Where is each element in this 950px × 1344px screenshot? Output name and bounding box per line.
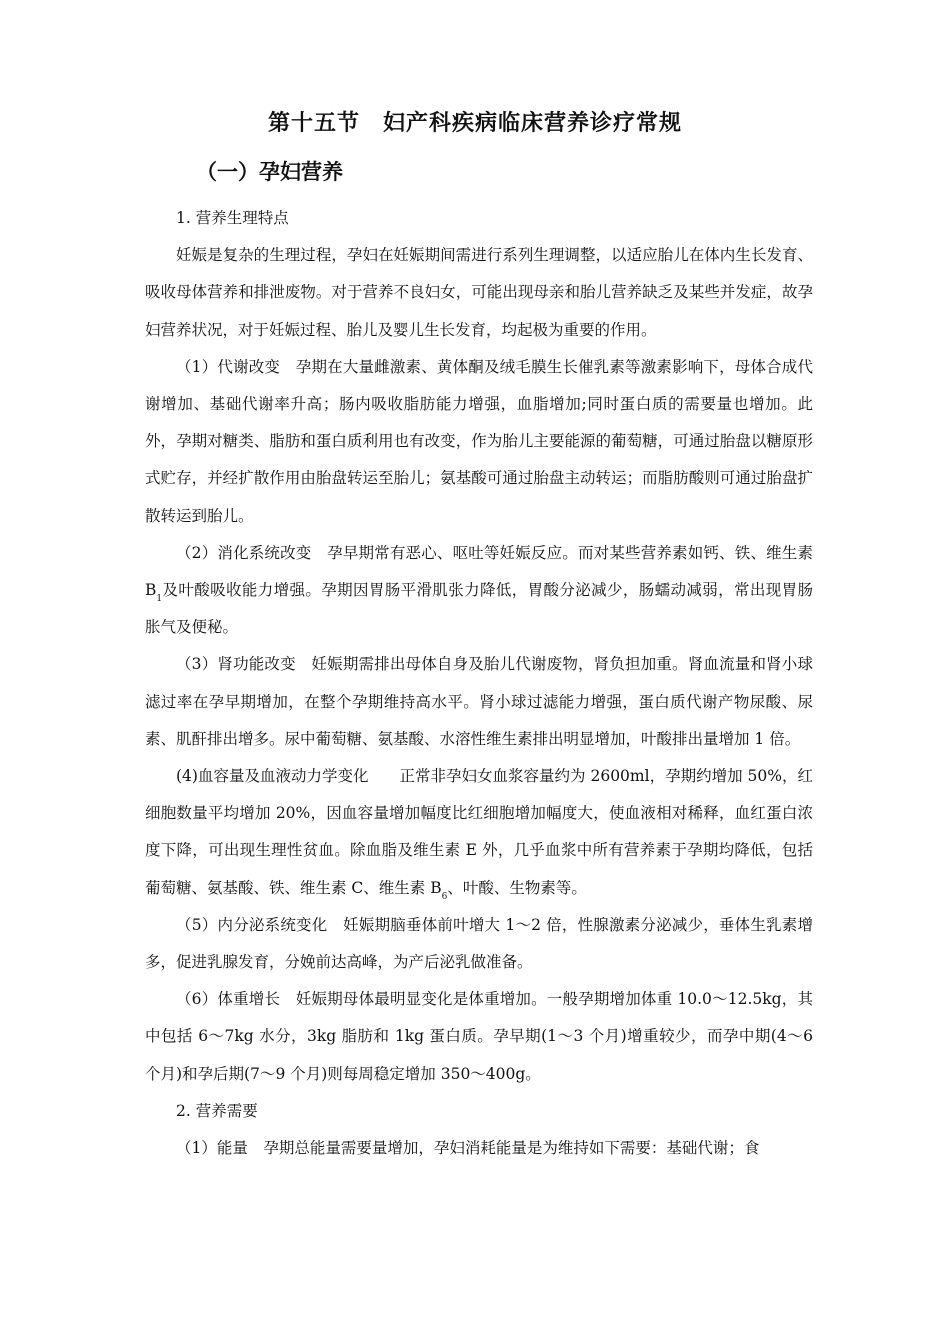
item-digestive xyxy=(145,535,813,647)
item-text-b: 、叶酸、生物素等。 xyxy=(447,878,587,897)
item-kidney xyxy=(145,646,813,758)
item-blood-volume xyxy=(145,758,813,907)
item-lead: （3）肾功能改变 xyxy=(176,655,312,674)
item-text: 孕期总能量需要量增加，孕妇消耗能量是为维持如下需要：基础代谢；食 xyxy=(263,1139,760,1158)
item-metabolism xyxy=(145,349,813,535)
item-endocrine xyxy=(145,907,813,981)
item-lead: (4)血容量及血液动力学变化 xyxy=(176,767,400,786)
document-body xyxy=(145,200,813,1167)
section-heading-2: 2. 营养需要 xyxy=(176,1101,258,1120)
item-lead: （6）体重增长 xyxy=(176,990,296,1009)
item-weight-gain xyxy=(145,981,813,1093)
item-lead: （1）能量 xyxy=(176,1139,264,1158)
page-title: 第十五节 妇产科疾病临床营养诊疗常规 xyxy=(267,111,682,136)
intro-paragraph: 妊娠是复杂的生理过程，孕妇在妊娠期间需进行系列生理调整，以适应胎儿在体内生长发育、吸收母体营养和排泄废物。对于营养不良妇女，可能出现母亲和胎儿营养缺乏及某些并发症，故孕妇营养状况，对于妊娠过程、胎儿及婴儿生长发育，均起极为重要的作用。 xyxy=(145,246,813,339)
item-text: 妊娠期需排出母体自身及胎儿代谢废物，肾负担加重。肾血流量和肾小球滤过率在孕早期增加，在整个孕期维持高水平。肾小球过滤能力增强，蛋白质代谢产物尿酸、尿素、肌酐排出增多。尿中葡萄糖、氨基酸、水溶性维生素排出明显增加，叶酸排出量增加 1 倍。 xyxy=(145,655,813,748)
section-heading-1: 1. 营养生理特点 xyxy=(176,209,289,227)
item-energy xyxy=(145,1130,813,1167)
section-subheading: （一）孕妇营养 xyxy=(196,160,343,184)
item-text-a: 孕早期常有恶心、呕吐等妊娠反应。而对某些营养素如钙、铁、维生素 B xyxy=(145,543,813,600)
subscript: 1 xyxy=(156,594,163,605)
item-lead: （1）代谢改变 xyxy=(176,357,296,376)
item-text-b: 及叶酸吸收能力增强。孕期因胃肠平滑肌张力降低，胃酸分泌减少，肠蠕动减弱，常出现胃肠胀气及便秘。 xyxy=(145,581,813,637)
item-text-a: 正常非孕妇女血浆容量约为 2600ml，孕期约增加 50%，红细胞数量平均增加 20%，因血容量增加幅度比红细胞增加幅度大，使血液相对稀释，血红蛋白浓度下降，可出现生理性贫血。除血脂及维生素 E 外，几乎血浆中所有营养素于孕期均降低，包括葡萄糖、氨基酸、铁、维生素 C、维生素 B xyxy=(145,767,813,897)
item-text: 孕期在大量雌激素、黄体酮及绒毛膜生长催乳素等激素影响下，母体合成代谢增加、基础代谢率升高；肠内吸收脂肪能力增强，血脂增加;同时蛋白质的需要量也增加。此外，孕期对糖类、脂肪和蛋白质利用也有改变，作为胎儿主要能源的葡萄糖，可通过胎盘以糖原形式贮存，并经扩散作用由胎盘转运至胎儿；氨基酸可通过胎盘主动转运；而脂肪酸则可通过胎盘扩散转运到胎儿。 xyxy=(145,357,813,525)
item-text: 妊娠期脑垂体前叶增大 1～2 倍，性腺激素分泌减少，垂体生乳素增多，促进乳腺发育，分娩前达高峰，为产后泌乳做准备。 xyxy=(145,915,813,972)
item-text: 妊娠期母体最明显变化是体重增加。一般孕期增加体重 10.0～12.5kg，其中包括 6～7kg 水分，3kg 脂肪和 1kg 蛋白质。孕早期(1～3 个月)增重较少，而孕中期(4～6 个月)和孕后期(7～9 个月)则每周稳定增加 350～400g。 xyxy=(145,990,813,1083)
subscript: 6 xyxy=(441,891,448,902)
item-lead: （2）消化系统改变 xyxy=(176,543,328,562)
item-lead: （5）内分泌系统变化 xyxy=(176,915,344,934)
